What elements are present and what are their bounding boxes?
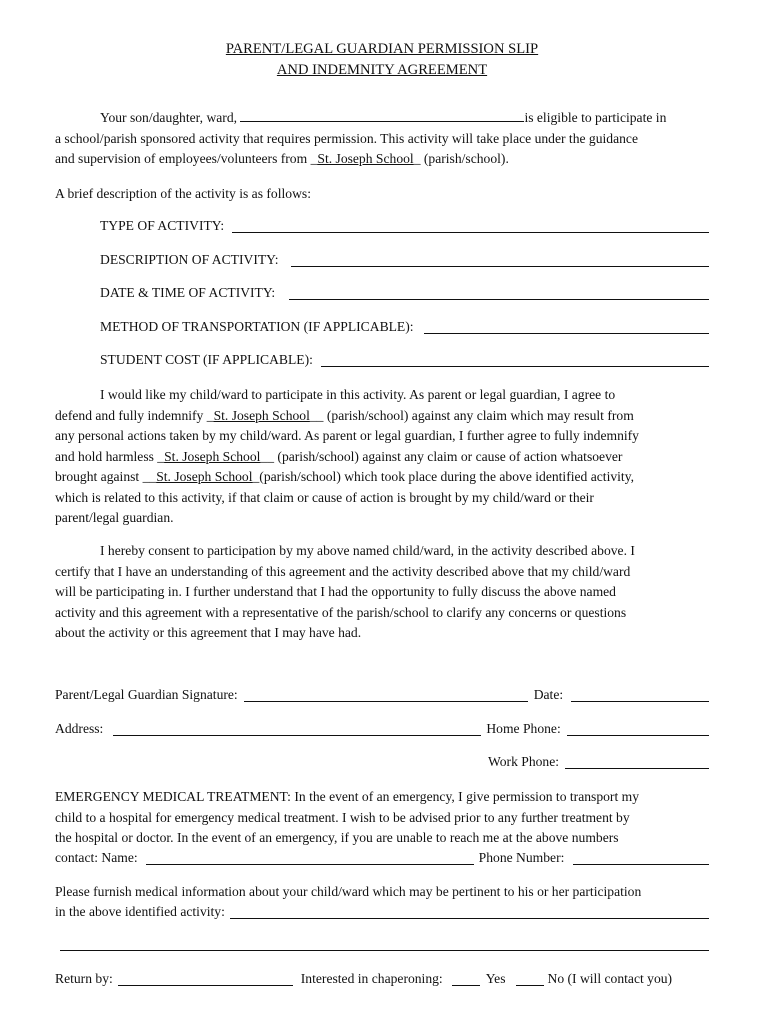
medical-info-extra-line[interactable]	[60, 950, 709, 951]
home-phone-label: Home Phone:	[486, 721, 561, 736]
phone-number-field[interactable]	[573, 852, 709, 865]
chaperone-yes-label: Yes	[485, 971, 506, 986]
medical-line-2: in the above identified activity:	[55, 904, 225, 919]
signature-field[interactable]	[244, 689, 528, 702]
date-label: Date:	[533, 687, 564, 702]
consent-line-1: I hereby consent to participation by my above named child/ward, in the activity described above. I	[100, 543, 635, 558]
chaperone-yes-blank[interactable]	[452, 973, 480, 986]
indemnity-line-2-b: __ (parish/school) against any claim which may result from	[309, 407, 634, 423]
emergency-line-1: EMERGENCY MEDICAL TREATMENT: In the event of an emergency, I give permission to transport my	[55, 789, 639, 804]
medical-paragraph	[55, 882, 709, 903]
chaperone-no-label: No (I will contact you)	[547, 971, 673, 986]
type-of-activity-label: TYPE OF ACTIVITY:	[100, 218, 225, 233]
title-line-2: AND INDEMNITY AGREEMENT	[276, 62, 488, 78]
datetime-label: DATE & TIME OF ACTIVITY:	[100, 285, 276, 300]
indemnity-line-4-a: and hold harmless _	[55, 448, 165, 464]
type-of-activity-row	[100, 216, 709, 237]
emergency-line-3: the hospital or doctor. In the event of an emergency, if you are unable to reach me at the above numbers	[55, 830, 619, 845]
student-cost-label: STUDENT COST (IF APPLICABLE):	[100, 352, 313, 367]
work-phone-field[interactable]	[565, 756, 709, 769]
address-label: Address:	[55, 721, 104, 736]
intro-text-end: is eligible to participate in	[524, 110, 667, 125]
student-cost-row	[100, 350, 709, 371]
school-name: St. Joseph School	[164, 448, 261, 464]
student-cost-field[interactable]	[321, 354, 709, 367]
indemnity-line-6: which is related to this activity, if that claim or cause of action is brought by my child/ward or their	[55, 489, 594, 505]
indemnity-line-5-a: brought against __	[55, 469, 157, 484]
intro-text-start: Your son/daughter, ward,	[100, 110, 238, 125]
indemnity-line-4-b: __ (parish/school) against any claim or cause of action whatsoever	[260, 448, 623, 464]
emergency-contact-row	[55, 848, 709, 869]
school-name: St. Joseph School	[156, 469, 253, 484]
work-phone-row	[488, 752, 709, 773]
type-of-activity-field[interactable]	[232, 220, 709, 233]
intro-line-2: a school/parish sponsored activity that requires permission. This activity will take place under the guidance	[55, 130, 638, 146]
description-field[interactable]	[291, 254, 710, 267]
indemnity-line-7: parent/legal guardian.	[55, 510, 174, 525]
description-row	[100, 250, 709, 271]
footer-row	[55, 969, 709, 990]
document-title	[55, 39, 709, 81]
indemnity-paragraph	[55, 385, 709, 529]
medical-info-field[interactable]	[230, 906, 709, 919]
transportation-label: METHOD OF TRANSPORTATION (IF APPLICABLE):	[100, 319, 414, 334]
indemnity-line-1: I would like my child/ward to participate in this activity. As parent or legal guardian, I agree to	[100, 387, 616, 402]
medical-info-row	[55, 902, 709, 923]
intro-line-3-end: _ (parish/school).	[413, 151, 509, 166]
signature-row	[55, 685, 709, 706]
description-intro: A brief description of the activity is as follows:	[55, 186, 311, 201]
return-by-label: Return by:	[55, 971, 113, 986]
signature-label: Parent/Legal Guardian Signature:	[55, 687, 238, 702]
contact-name-label: contact: Name:	[55, 850, 138, 865]
transportation-field[interactable]	[424, 321, 709, 334]
school-name: St. Joseph School	[317, 151, 414, 166]
address-row	[55, 719, 709, 740]
emergency-paragraph	[55, 787, 709, 849]
datetime-row	[100, 283, 709, 304]
home-phone-field[interactable]	[567, 723, 709, 736]
intro-line-3-start: and supervision of employees/volunteers from _	[55, 151, 318, 166]
chaperone-no-blank[interactable]	[516, 973, 544, 986]
phone-number-label: Phone Number:	[478, 850, 565, 865]
consent-line-5: about the activity or this agreement that I may have had.	[55, 625, 362, 640]
date-field[interactable]	[571, 689, 709, 702]
address-field[interactable]	[113, 723, 481, 736]
description-label: DESCRIPTION OF ACTIVITY:	[100, 252, 279, 267]
indemnity-line-2-a: defend and fully indemnify _	[55, 407, 214, 423]
intro-paragraph	[55, 108, 709, 170]
chaperone-label: Interested in chaperoning:	[300, 971, 443, 986]
medical-line-1: Please furnish medical information about your child/ward which may be pertinent to his or her participation	[55, 884, 642, 899]
school-name: St. Joseph School	[213, 407, 310, 423]
consent-line-3: will be participating in. I further understand that I had the opportunity to fully discuss the above named	[55, 584, 616, 599]
return-by-field[interactable]	[118, 973, 293, 986]
consent-line-2: certify that I have an understanding of this agreement and the activity described above that my child/ward	[55, 563, 631, 579]
title-line-1: PARENT/LEGAL GUARDIAN PERMISSION SLIP	[225, 41, 539, 57]
consent-paragraph	[55, 541, 709, 644]
emergency-line-2: child to a hospital for emergency medical treatment. I wish to be advised prior to any further treatment by	[55, 809, 630, 825]
transportation-row	[100, 317, 709, 338]
datetime-field[interactable]	[289, 287, 709, 300]
contact-name-field[interactable]	[146, 852, 474, 865]
indemnity-line-3: any personal actions taken by my child/ward. As parent or legal guardian, I further agree to fully indemnify	[55, 428, 639, 443]
indemnity-line-5-b: _(parish/school) which took place during the above identified activity,	[252, 469, 635, 484]
consent-line-4: activity and this agreement with a representative of the parish/school to clarify any concerns or questions	[55, 604, 627, 620]
student-name-field[interactable]	[240, 109, 524, 122]
work-phone-label: Work Phone:	[488, 754, 560, 769]
